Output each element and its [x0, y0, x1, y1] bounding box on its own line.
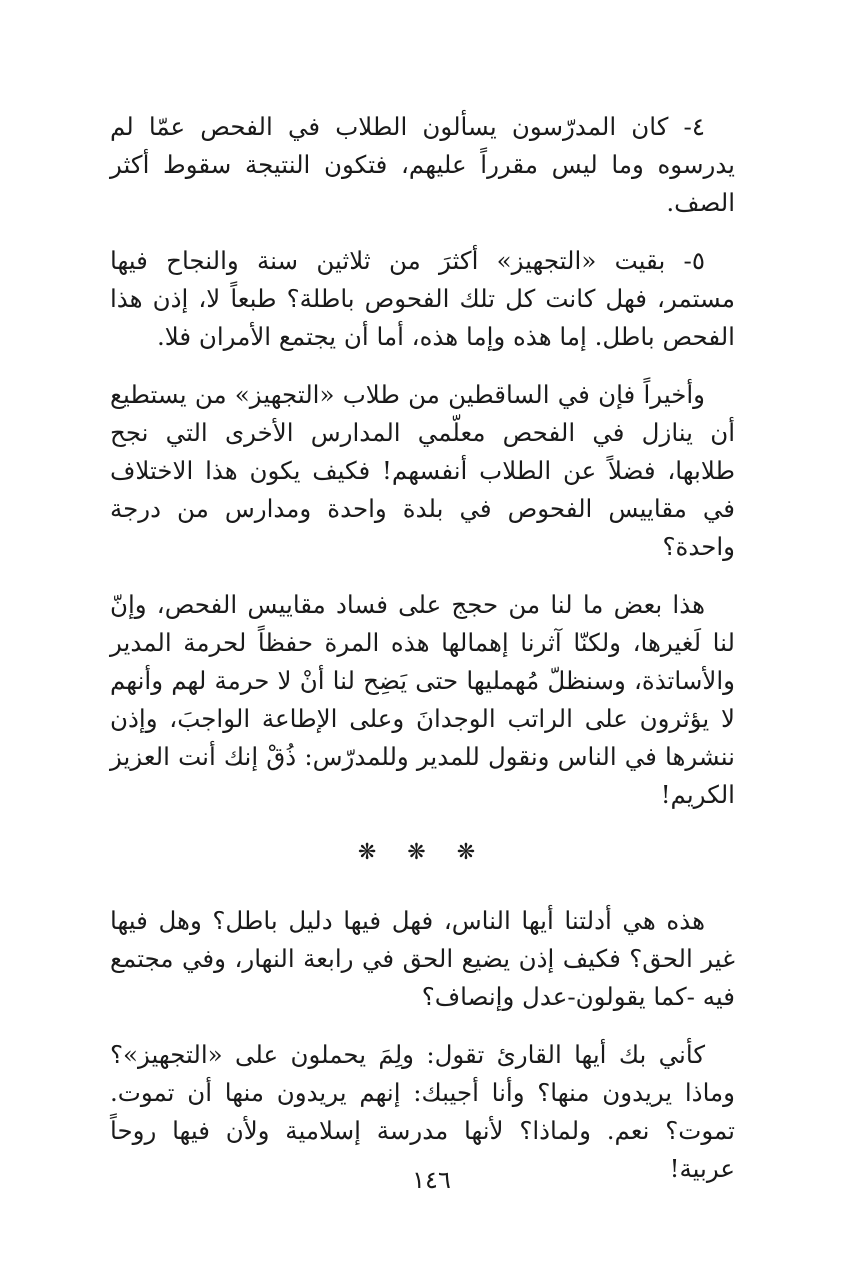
- page-number: ١٤٦: [412, 1166, 451, 1194]
- paragraph-point-4: ٤- كان المدرّسون يسألون الطلاب في الفحص عمّا لم يدرسوه وما ليس مقرراً عليهم، فتكون النتيجة سقوط أكثر الصف.: [110, 112, 735, 217]
- paragraph-arguments: هذا بعض ما لنا من حجج على فساد مقاييس الفحص، وإنّ لنا لَغيرها، ولكنّا آثرنا إهمالها هذه المرة حفظاً لحرمة المدير والأساتذة، وسنظلّ مُهمليها حتى يَضِح لنا أنْ لا حرمة لهم وأنهم لا يؤثرون على الراتب الوجدانَ وعلى الإطاعة الواجبَ، وإذن ننشرها في الناس ونقول للمدير وللمدرّس: ذُقْ إنك أنت العزيز الكريم!: [110, 590, 735, 809]
- page-body: [110, 108, 735, 1208]
- paragraph-evidence: هذه هي أدلتنا أيها الناس، فهل فيها دليل باطل؟ وهل فيها غير الحق؟ فكيف إذن يضيع الحق في رابعة النهار، وفي مجتمع فيه -كما يقولون-عدل وإنصاف؟: [110, 906, 735, 1011]
- section-separator: ❋ ❋ ❋: [357, 840, 488, 865]
- paragraph-finally: وأخيراً فإن في الساقطين من طلاب «التجهيز» من يستطيع أن ينازل في الفحص معلّمي المدارس الأخرى التي نجح طلابها، فضلاً عن الطلاب أنفسهم! فكيف يكون هذا الاختلاف في مقاييس الفحوص في بلدة واحدة ومدارس من درجة واحدة؟: [110, 380, 735, 561]
- paragraph-point-5: ٥- بقيت «التجهيز» أكثرَ من ثلاثين سنة والنجاح فيها مستمر، فهل كانت كل تلك الفحوص باطلة؟ طبعاً لا، إذن هذا الفحص باطل. إما هذه وإما هذه، أما أن يجتمع الأمران فلا.: [110, 246, 735, 351]
- paragraph-reader: كأني بك أيها القارئ تقول: ولِمَ يحملون على «التجهيز»؟ وماذا يريدون منها؟ وأنا أجيبك: إنهم يريدون منها أن تموت. تموت؟ نعم. ولماذا؟ لأنها مدرسة إسلامية ولأن فيها روحاً عربية!: [110, 1040, 735, 1183]
